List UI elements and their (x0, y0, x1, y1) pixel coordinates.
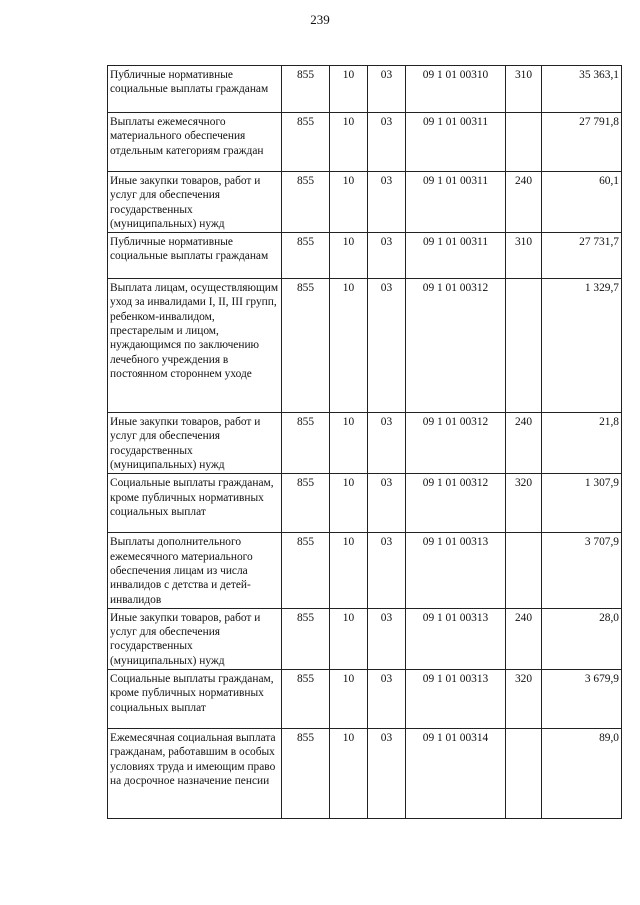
section-code-cell: 10 (330, 113, 368, 172)
expense-type-cell: 310 (506, 66, 542, 113)
table-row (108, 729, 622, 819)
section-code-cell: 10 (330, 233, 368, 279)
ministry-code-cell: 855 (282, 670, 330, 729)
target-article-cell: 09 1 01 00312 (406, 413, 506, 474)
target-article-cell: 09 1 01 00312 (406, 474, 506, 533)
subsection-code-cell: 03 (368, 533, 406, 608)
table-row (108, 233, 622, 279)
section-code-cell: 10 (330, 670, 368, 729)
ministry-code-cell: 855 (282, 279, 330, 413)
target-article-cell: 09 1 01 00314 (406, 729, 506, 819)
row-name-cell: Иные закупки товаров, работ и услуг для обеспечения государственных (муниципальных) нужд (108, 413, 282, 474)
amount-cell: 35 363,1 (542, 66, 622, 113)
section-code-cell: 10 (330, 413, 368, 474)
subsection-code-cell: 03 (368, 66, 406, 113)
ministry-code-cell: 855 (282, 233, 330, 279)
amount-cell: 1 307,9 (542, 474, 622, 533)
subsection-code-cell: 03 (368, 608, 406, 669)
expense-type-cell: 320 (506, 670, 542, 729)
table-row (108, 279, 622, 413)
ministry-code-cell: 855 (282, 172, 330, 233)
page-number: 239 (310, 12, 330, 27)
target-article-cell: 09 1 01 00311 (406, 172, 506, 233)
ministry-code-cell: 855 (282, 608, 330, 669)
row-name-cell: Социальные выплаты гражданам, кроме публичных нормативных социальных выплат (108, 474, 282, 533)
ministry-code-cell: 855 (282, 66, 330, 113)
table-row (108, 533, 622, 608)
amount-cell: 27 791,8 (542, 113, 622, 172)
table-row (108, 608, 622, 669)
budget-table (107, 65, 622, 819)
expense-type-cell (506, 279, 542, 413)
row-name-cell: Публичные нормативные социальные выплаты гражданам (108, 233, 282, 279)
amount-cell: 3 679,9 (542, 670, 622, 729)
expense-type-cell (506, 113, 542, 172)
section-code-cell: 10 (330, 474, 368, 533)
target-article-cell: 09 1 01 00310 (406, 66, 506, 113)
table-row (108, 66, 622, 113)
target-article-cell: 09 1 01 00312 (406, 279, 506, 413)
subsection-code-cell: 03 (368, 413, 406, 474)
row-name-cell: Выплата лицам, осуществляющим уход за инвалидами I, II, III групп, ребенком-инвалидом, престарелым и лицом, нуждающимся по заключению лечебного учреждения в постоянном стороннем уходе (108, 279, 282, 413)
subsection-code-cell: 03 (368, 113, 406, 172)
table-row (108, 474, 622, 533)
subsection-code-cell: 03 (368, 474, 406, 533)
subsection-code-cell: 03 (368, 670, 406, 729)
amount-cell: 28,0 (542, 608, 622, 669)
expense-type-cell: 310 (506, 233, 542, 279)
table-row (108, 413, 622, 474)
row-name-cell: Выплаты дополнительного ежемесячного материального обеспечения лицам из числа инвалидов с детства и детей-инвалидов (108, 533, 282, 608)
table-row (108, 670, 622, 729)
table-body (108, 66, 622, 819)
amount-cell: 60,1 (542, 172, 622, 233)
table-row (108, 113, 622, 172)
section-code-cell: 10 (330, 66, 368, 113)
amount-cell: 1 329,7 (542, 279, 622, 413)
amount-cell: 21,8 (542, 413, 622, 474)
amount-cell: 89,0 (542, 729, 622, 819)
amount-cell: 27 731,7 (542, 233, 622, 279)
row-name-cell: Иные закупки товаров, работ и услуг для обеспечения государственных (муниципальных) нужд (108, 172, 282, 233)
row-name-cell: Публичные нормативные социальные выплаты гражданам (108, 66, 282, 113)
table-row (108, 172, 622, 233)
ministry-code-cell: 855 (282, 533, 330, 608)
target-article-cell: 09 1 01 00311 (406, 113, 506, 172)
subsection-code-cell: 03 (368, 233, 406, 279)
target-article-cell: 09 1 01 00313 (406, 670, 506, 729)
expense-type-cell: 240 (506, 172, 542, 233)
row-name-cell: Ежемесячная социальная выплата гражданам, работавшим в особых условиях труда и имеющим право на досрочное назначение пенсии (108, 729, 282, 819)
expense-type-cell (506, 533, 542, 608)
row-name-cell: Выплаты ежемесячного материального обеспечения отдельным категориям граждан (108, 113, 282, 172)
target-article-cell: 09 1 01 00313 (406, 533, 506, 608)
subsection-code-cell: 03 (368, 729, 406, 819)
section-code-cell: 10 (330, 729, 368, 819)
section-code-cell: 10 (330, 279, 368, 413)
section-code-cell: 10 (330, 172, 368, 233)
expense-type-cell (506, 729, 542, 819)
subsection-code-cell: 03 (368, 172, 406, 233)
ministry-code-cell: 855 (282, 113, 330, 172)
target-article-cell: 09 1 01 00313 (406, 608, 506, 669)
ministry-code-cell: 855 (282, 413, 330, 474)
target-article-cell: 09 1 01 00311 (406, 233, 506, 279)
section-code-cell: 10 (330, 533, 368, 608)
expense-type-cell: 240 (506, 608, 542, 669)
ministry-code-cell: 855 (282, 729, 330, 819)
amount-cell: 3 707,9 (542, 533, 622, 608)
expense-type-cell: 240 (506, 413, 542, 474)
row-name-cell: Социальные выплаты гражданам, кроме публичных нормативных социальных выплат (108, 670, 282, 729)
ministry-code-cell: 855 (282, 474, 330, 533)
expense-type-cell: 320 (506, 474, 542, 533)
section-code-cell: 10 (330, 608, 368, 669)
row-name-cell: Иные закупки товаров, работ и услуг для обеспечения государственных (муниципальных) нужд (108, 608, 282, 669)
subsection-code-cell: 03 (368, 279, 406, 413)
